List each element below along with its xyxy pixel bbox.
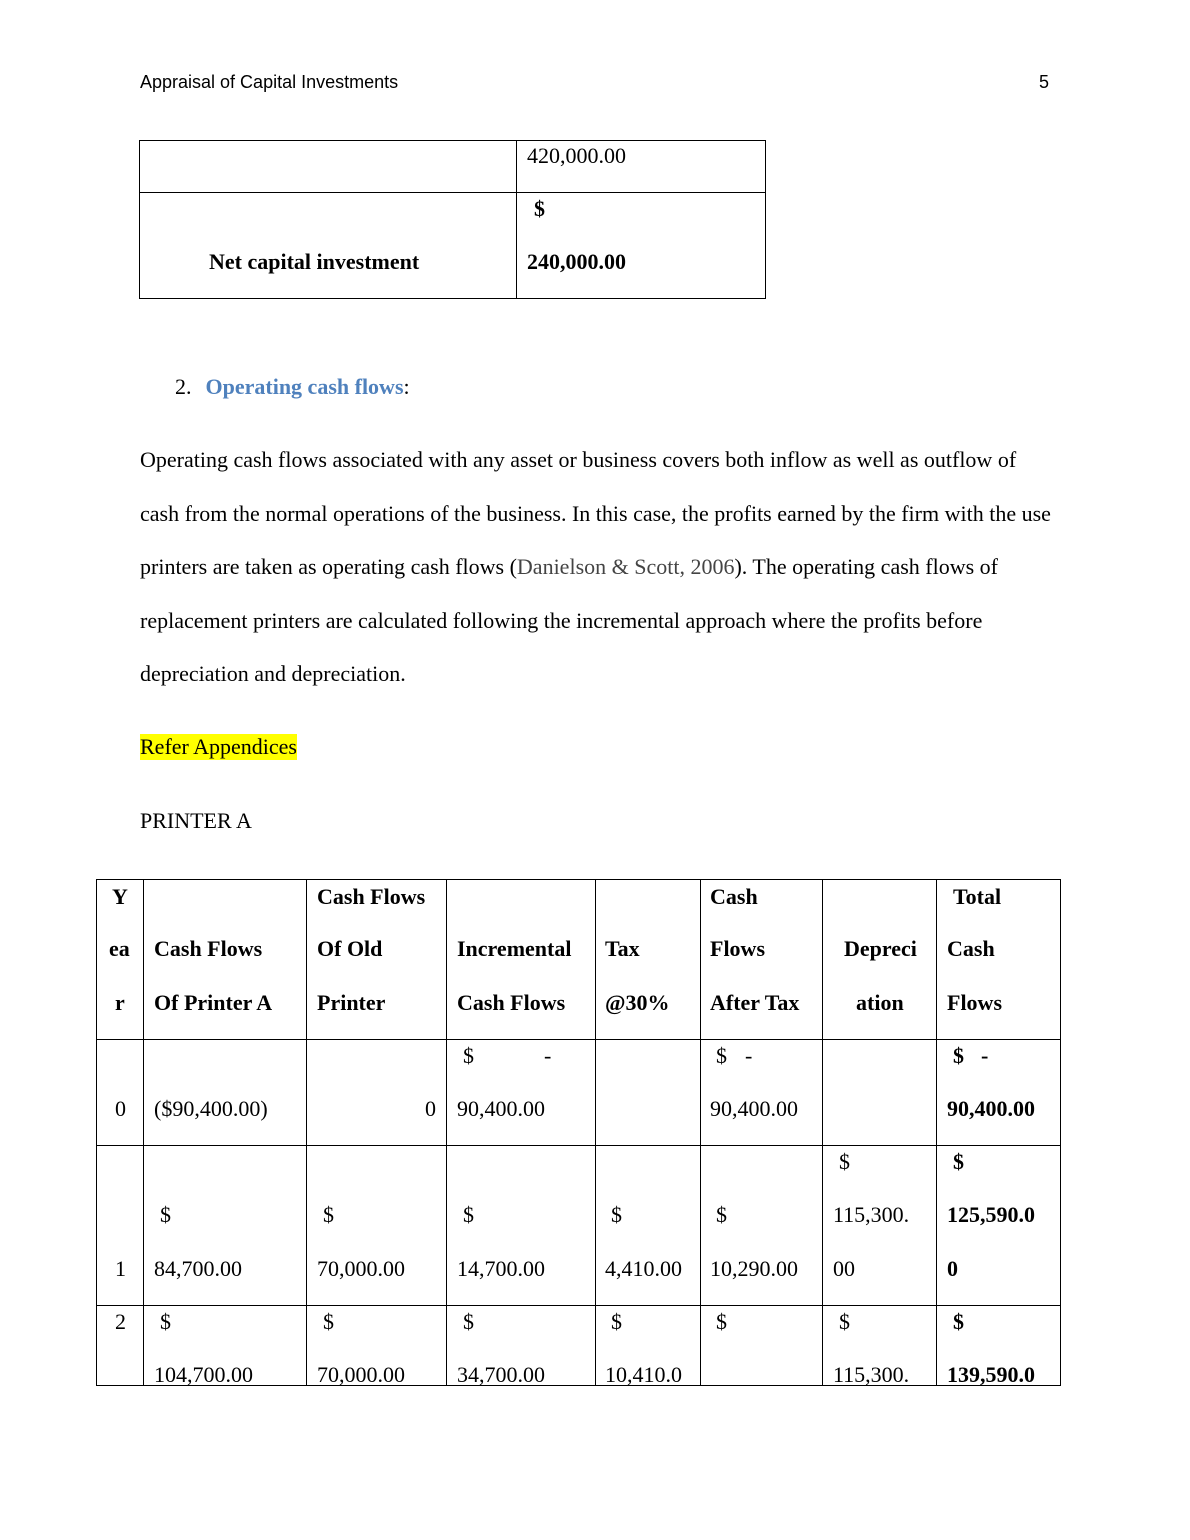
header-line: Cash Flows — [154, 936, 263, 961]
cell-value: - — [544, 1043, 552, 1068]
header-line: Tax — [605, 936, 640, 961]
header-line: @30% — [605, 990, 670, 1015]
table-cell — [823, 1146, 937, 1306]
cell-value: $ — [716, 1202, 727, 1227]
table-cell — [517, 141, 766, 193]
table-cell — [937, 1040, 1061, 1146]
cell-value: - — [981, 1043, 989, 1068]
table-cell — [144, 1306, 307, 1386]
section-heading — [175, 374, 410, 400]
table-cell — [596, 1146, 701, 1306]
paragraph-text-before: Operating cash flows associated with any asset or business covers both inflow as well as outflow of cash from the normal operations of the business. In this case, the profits earned by the firm with the use printers are taken as operating cash flows ( — [140, 447, 1051, 580]
table-cell — [144, 1146, 307, 1306]
header-line: ation — [856, 990, 904, 1015]
header-line: Incremental — [457, 936, 572, 961]
header-line: Of Printer A — [154, 990, 273, 1015]
table-row — [97, 1306, 1061, 1386]
cell-year: 0 — [115, 1096, 126, 1121]
header-line: Flows — [947, 990, 1002, 1015]
cell-value: $ — [839, 1149, 850, 1174]
header-line: Depreci — [844, 936, 917, 961]
cell-value: 70,000.00 — [317, 1362, 405, 1387]
header-total — [937, 880, 1061, 1040]
table-cell — [447, 1146, 596, 1306]
cell-value: 84,700.00 — [154, 1256, 242, 1281]
table-cell — [144, 1040, 307, 1146]
paragraph-text-after: ). The operating cash flows of replacement printers are calculated following the incremental approach where the profits before depreciation and depreciation. — [140, 554, 998, 687]
table-cell — [937, 1306, 1061, 1386]
cell-value: 14,700.00 — [457, 1256, 545, 1281]
cash-flow-table — [96, 879, 1061, 1386]
header-old-printer — [307, 880, 447, 1040]
table-cell — [447, 1306, 596, 1386]
section-colon: : — [403, 374, 410, 399]
cell-year: 1 — [115, 1256, 126, 1281]
table-cell — [447, 1040, 596, 1146]
running-header-title: Appraisal of Capital Investments — [140, 72, 399, 92]
cell-value: $ — [611, 1202, 622, 1227]
cell-value: - — [745, 1043, 753, 1068]
refer-appendices-note: Refer Appendices — [140, 734, 297, 759]
header-line: Cash Flows — [457, 990, 566, 1015]
table-cell — [97, 1040, 144, 1146]
cell-value: 0 — [947, 1256, 958, 1281]
cell-value: 125,590.0 — [947, 1202, 1035, 1227]
cell-year: 2 — [115, 1309, 126, 1334]
table-header-row — [97, 880, 1061, 1040]
cell-value: $ — [953, 1149, 964, 1174]
table-cell — [307, 1306, 447, 1386]
currency-symbol: $ — [534, 196, 545, 221]
cell-value: 10,410.0 — [605, 1362, 682, 1387]
cell-value: 0 — [425, 1096, 436, 1121]
table-row — [97, 1146, 1061, 1306]
cell-value: ($90,400.00) — [154, 1096, 268, 1121]
table-cell — [307, 1040, 447, 1146]
citation: Danielson & Scott, 2006 — [516, 554, 735, 580]
table-cell — [701, 1306, 823, 1386]
cell-value: 139,590.0 — [947, 1362, 1035, 1387]
table-cell — [823, 1306, 937, 1386]
cell-value: 90,400.00 — [457, 1096, 545, 1121]
table-row — [140, 193, 766, 299]
net-capital-table — [139, 140, 766, 299]
cell-value: $ — [463, 1309, 474, 1334]
header-tax — [596, 880, 701, 1040]
table-cell — [97, 1306, 144, 1386]
header-line: Y — [112, 884, 128, 909]
table-cell — [937, 1146, 1061, 1306]
table-cell — [701, 1040, 823, 1146]
section-title-link[interactable]: Operating cash flows — [205, 374, 404, 399]
header-line: Printer — [317, 990, 386, 1015]
cell-value: 90,400.00 — [710, 1096, 798, 1121]
table-cell — [140, 193, 517, 299]
cell-value: 10,290.00 — [710, 1256, 798, 1281]
cell-value: 70,000.00 — [317, 1256, 405, 1281]
header-line: Cash — [947, 936, 995, 961]
cell-value: 4,410.00 — [605, 1256, 682, 1281]
cell-value: 00 — [833, 1256, 855, 1281]
cell-value: $ — [953, 1309, 964, 1334]
table-cell — [701, 1146, 823, 1306]
table-cell — [307, 1146, 447, 1306]
cell-value: $ — [323, 1309, 334, 1334]
section-number: 2. — [175, 374, 192, 399]
cell-value: $ — [716, 1309, 727, 1334]
table-cell — [517, 193, 766, 299]
header-line: Cash — [710, 884, 758, 909]
cell-value: 34,700.00 — [457, 1362, 545, 1387]
cell-value: $ — [160, 1202, 171, 1227]
cell-value: 115,300. — [833, 1202, 910, 1227]
cell-value: $ — [463, 1202, 474, 1227]
cell-value: $ — [463, 1043, 474, 1068]
table-row — [140, 141, 766, 193]
cell-value: 104,700.00 — [154, 1362, 253, 1387]
header-incremental — [447, 880, 596, 1040]
cell-value: $ — [953, 1043, 964, 1068]
cell-value: $ — [160, 1309, 171, 1334]
cell-value: $ — [716, 1043, 727, 1068]
header-line: Flows — [710, 936, 765, 961]
header-line: r — [115, 990, 125, 1015]
header-printer-a — [144, 880, 307, 1040]
table-cell — [596, 1306, 701, 1386]
cell-value: $ — [611, 1309, 622, 1334]
table-cell — [97, 1146, 144, 1306]
header-after-tax — [701, 880, 823, 1040]
table-cell — [140, 141, 517, 193]
header-line: After Tax — [710, 990, 800, 1015]
cell-value: $ — [839, 1309, 850, 1334]
header-year — [97, 880, 144, 1040]
header-line: Total — [953, 884, 1002, 909]
cell-value: 90,400.00 — [947, 1096, 1035, 1121]
header-line: Cash Flows — [317, 884, 426, 909]
cell-value: $ — [323, 1202, 334, 1227]
header-depreciation — [823, 880, 937, 1040]
body-paragraph — [140, 433, 1060, 701]
cell-value: 420,000.00 — [527, 143, 626, 168]
header-line: Of Old — [317, 936, 383, 961]
table-cell — [596, 1040, 701, 1146]
table-row — [97, 1040, 1061, 1146]
net-capital-value: 240,000.00 — [527, 249, 626, 274]
table-cell — [823, 1040, 937, 1146]
table-title: PRINTER A — [140, 808, 252, 833]
header-line: ea — [109, 936, 130, 961]
net-capital-label: Net capital investment — [209, 249, 420, 274]
cell-value: 115,300. — [833, 1362, 910, 1387]
page-number: 5 — [1039, 72, 1050, 92]
